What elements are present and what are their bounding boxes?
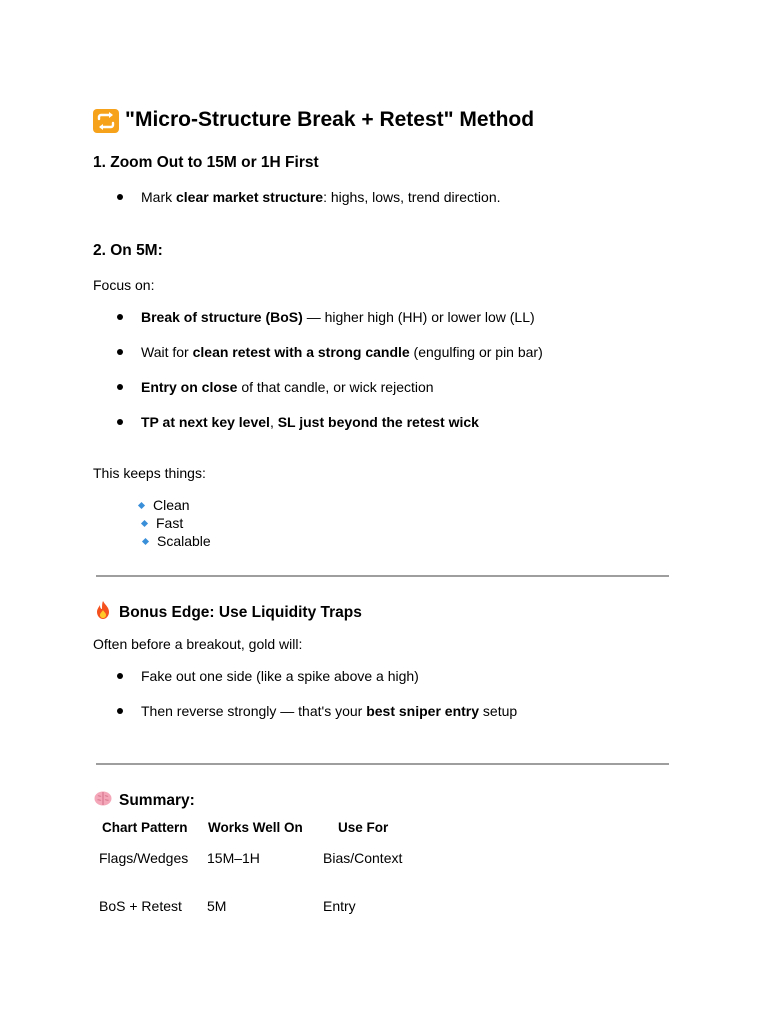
divider [96,575,669,577]
table-cell: 5M [207,898,227,914]
list-item [143,533,211,549]
bullet-icon [117,194,123,200]
bullet-text: Fake out one side (like a spike above a high) [141,668,419,684]
page-title-text: "Micro-Structure Break + Retest" Method [125,108,535,131]
bullet-text: : highs, lows, trend direction. [323,189,501,205]
bullet-text: Mark [141,189,176,205]
bullet-bold-text: clean retest with a strong candle [192,344,410,360]
repeat-arrows-icon [93,109,119,133]
list-item [142,515,183,531]
bullet-icon [117,314,123,320]
section2-intro: Focus on: [93,277,155,293]
column-header: Use For [338,820,389,835]
bullet-text: Wait for [141,344,193,360]
bullet-icon [117,384,123,390]
blue-diamond-icon [138,501,145,508]
page-title [93,108,534,132]
table-cell: Entry [323,898,356,914]
list-item [117,344,543,360]
bullet-text: setup [479,703,518,719]
section1-heading: 1. Zoom Out to 15M or 1H First [93,154,319,171]
blue-diamond-icon [142,537,149,544]
bullet-bold-text: clear market structure [176,189,324,205]
fire-icon [93,600,113,620]
table-cell: BoS + Retest [99,898,182,914]
bullet-bold-text: SL just beyond the retest wick [277,414,479,430]
bullet-bold-text: Break of structure (BoS) [141,309,303,325]
table-cell: 15M–1H [207,850,260,866]
list-item [117,379,434,395]
bullet-text: (engulfing or pin bar) [409,344,543,360]
keeps-item-text: Scalable [157,533,211,549]
keeps-item-text: Clean [153,497,190,513]
list-item [117,668,419,684]
bullet-bold-text: TP at next key level [141,414,270,430]
bullet-bold-text: Entry on close [141,379,238,395]
bullet-icon [117,708,123,714]
bullet-text: of that candle, or wick rejection [237,379,434,395]
blue-diamond-icon [141,519,148,526]
keeps-intro: This keeps things: [93,465,206,481]
list-item [117,309,535,325]
section3-heading [93,600,362,622]
bullet-icon [117,349,123,355]
bullet-text: , [269,414,278,430]
divider [96,763,669,765]
summary-heading [93,788,195,810]
bullet-icon [117,673,123,679]
section2-heading: 2. On 5M: [93,242,163,259]
section3-heading-text: Bonus Edge: Use Liquidity Traps [119,604,362,621]
list-item [117,414,479,430]
summary-heading-text: Summary: [119,792,195,809]
table-cell: Flags/Wedges [99,850,189,866]
table-cell: Bias/Context [323,850,403,866]
column-header: Chart Pattern [102,820,188,835]
bullet-text: — higher high (HH) or lower low (LL) [302,309,535,325]
bullet-icon [117,419,123,425]
section3-intro: Often before a breakout, gold will: [93,636,303,652]
list-item [139,497,190,513]
list-item [117,189,501,205]
list-item [117,703,517,719]
bullet-bold-text: best sniper entry [366,703,480,719]
column-header: Works Well On [208,820,303,835]
brain-icon [93,788,113,808]
bullet-text: Then reverse strongly — that's your [141,703,367,719]
keeps-item-text: Fast [156,515,184,531]
